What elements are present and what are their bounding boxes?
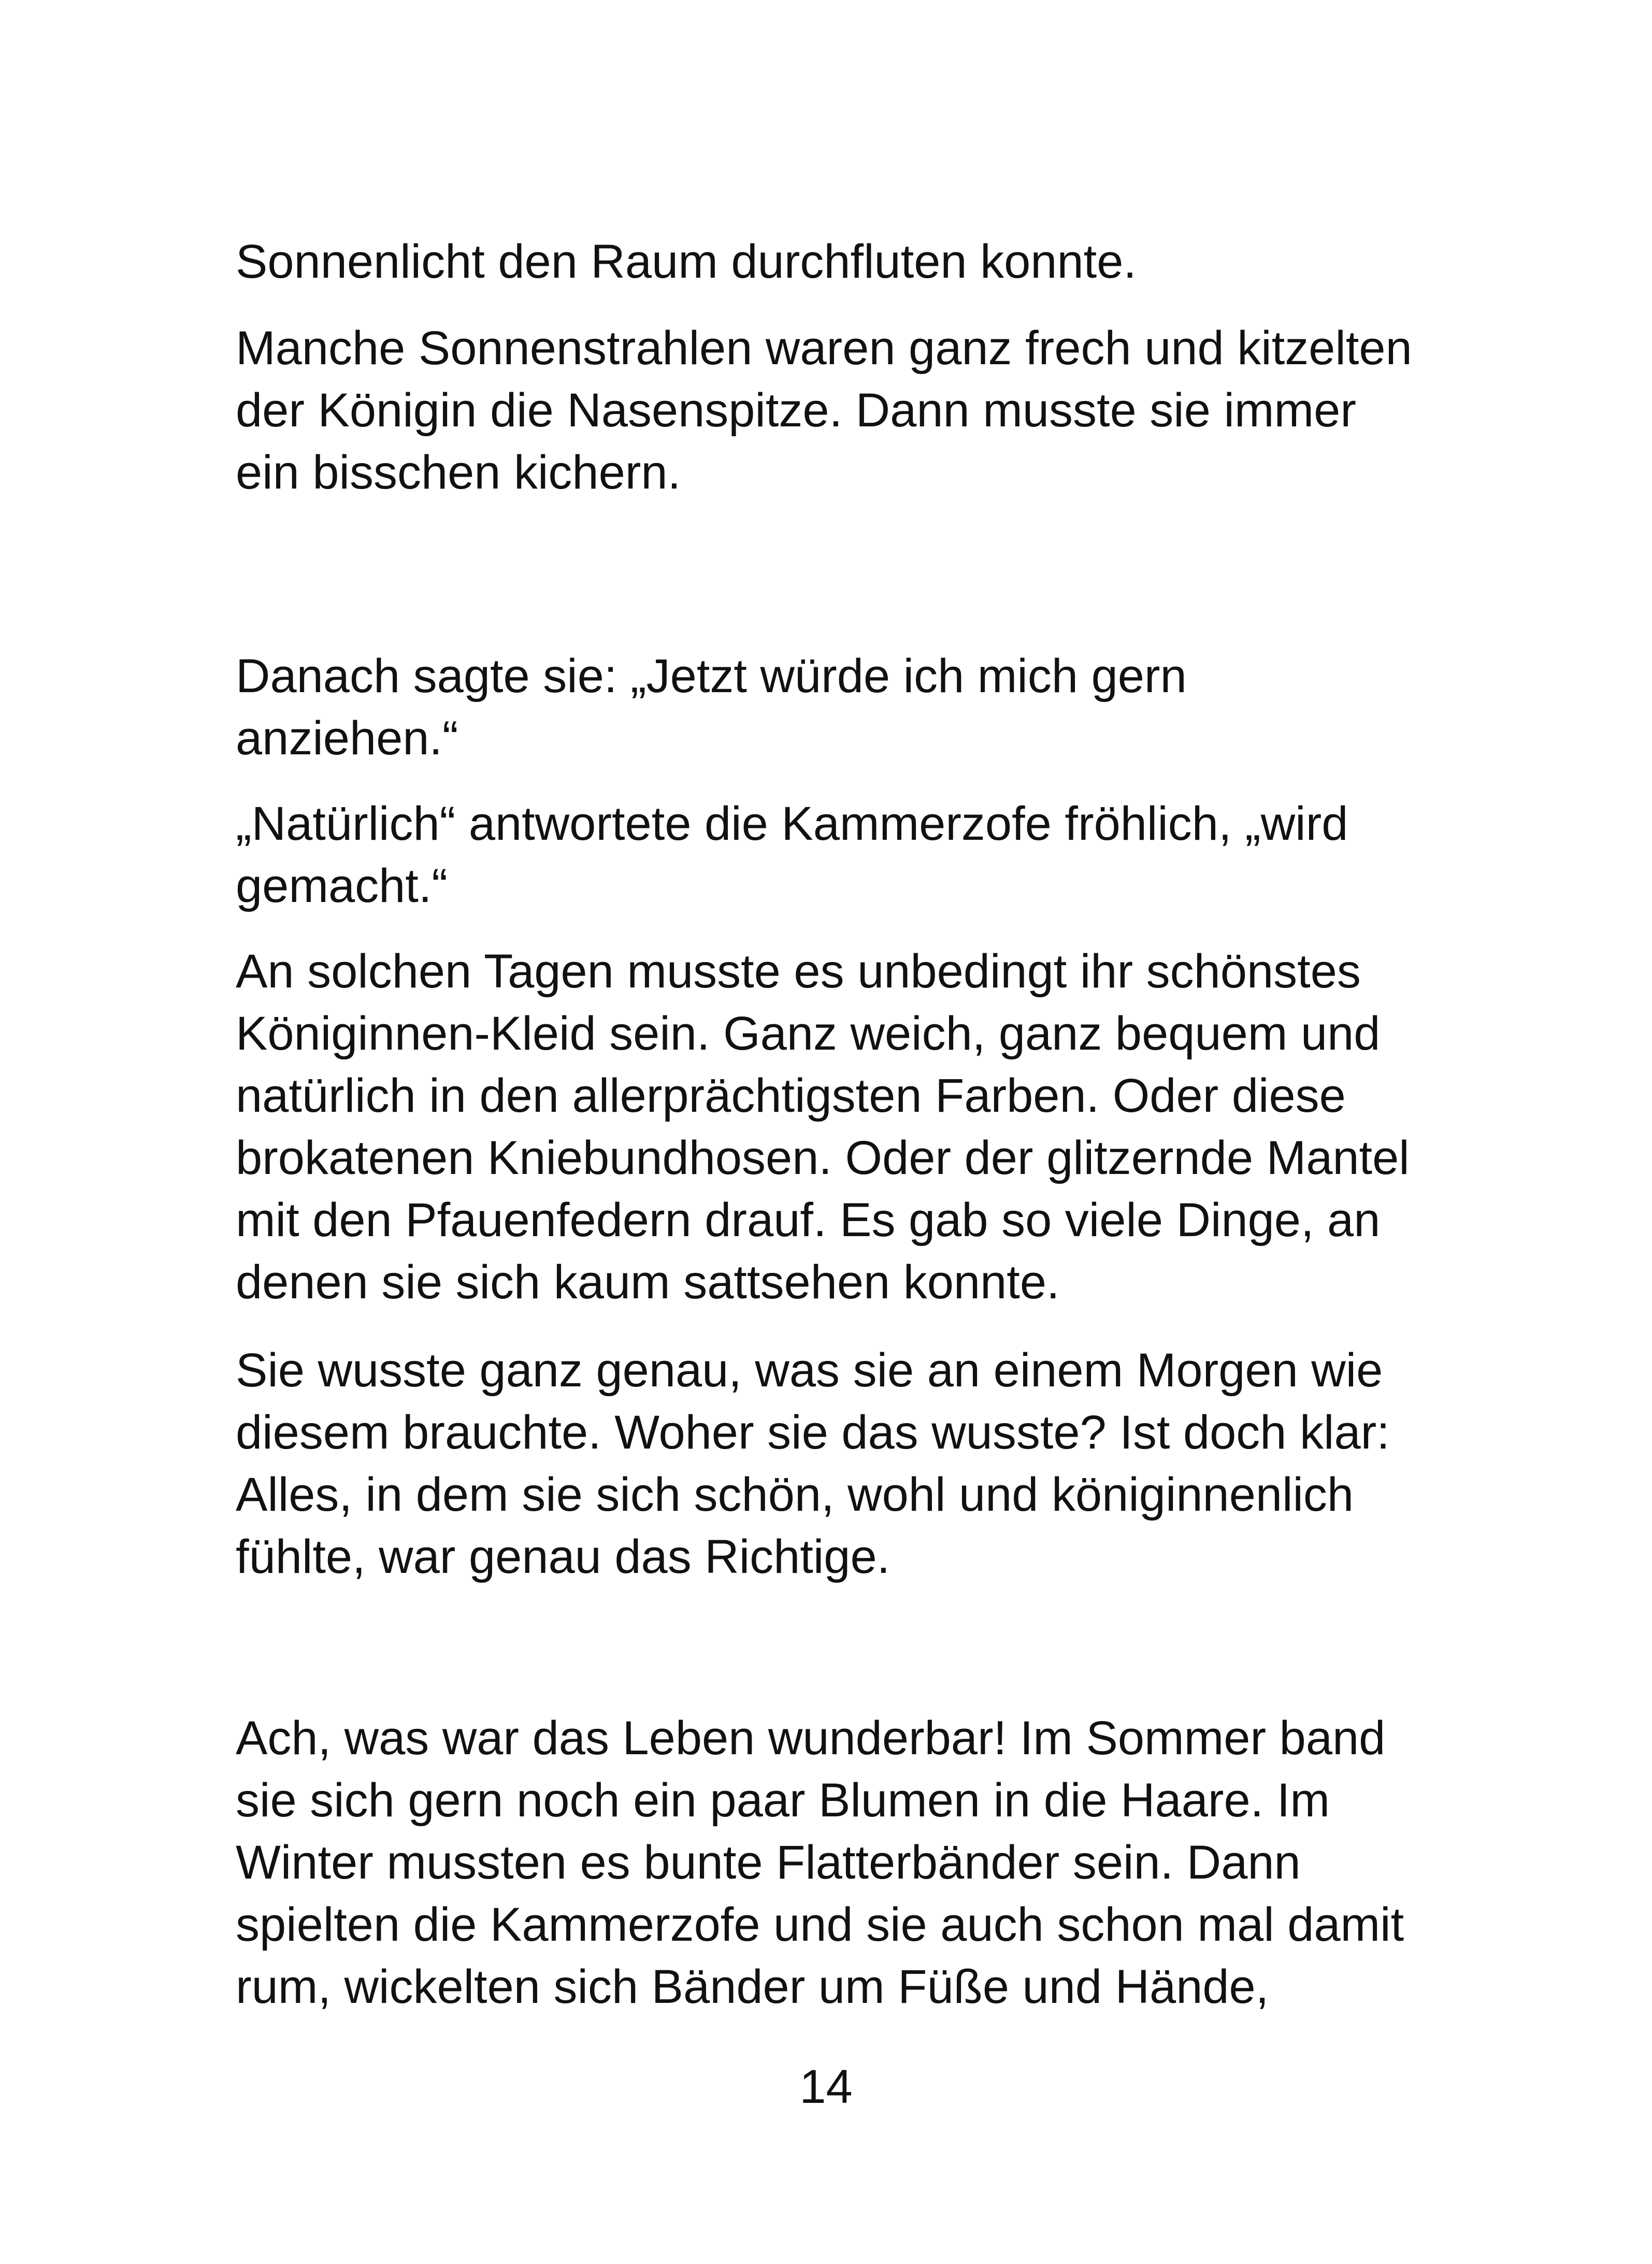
text-line: sie sich gern noch ein paar Blumen in die Haare. Im (236, 1774, 1330, 1827)
text-line: Sonnenlicht den Raum durchfluten konnte. (236, 235, 1137, 288)
text-line: fühlte, war genau das Richtige. (236, 1530, 890, 1583)
text-line: Königinnen-Kleid sein. Ganz weich, ganz bequem und (236, 1007, 1381, 1060)
text-line: spielten die Kammerzofe und sie auch schon mal damit (236, 1898, 1404, 1951)
text-line: Ach, was war das Leben wunderbar! Im Sommer band (236, 1712, 1386, 1765)
text-line: ein bisschen kichern. (236, 446, 681, 499)
paragraph-2 (236, 317, 1443, 504)
text-line: natürlich in den allerprächtigsten Farben. Oder diese (236, 1069, 1346, 1122)
paragraph-3 (236, 645, 1443, 769)
paragraph-5 (236, 940, 1443, 1313)
text-line: rum, wickelten sich Bänder um Füße und Hände, (236, 1960, 1269, 2013)
text-line: Sie wusste ganz genau, was sie an einem Morgen wie (236, 1344, 1383, 1397)
text-line: diesem brauchte. Woher sie das wusste? Ist doch klar: (236, 1406, 1390, 1459)
text-line: mit den Pfauenfedern drauf. Es gab so viele Dinge, an (236, 1194, 1381, 1246)
text-line: Danach sagte sie: „Jetzt würde ich mich gern (236, 650, 1187, 703)
text-line: „Natürlich“ antwortete die Kammerzofe fröhlich, „wird (236, 797, 1348, 850)
paragraph-7 (236, 1707, 1443, 2018)
paragraph-1 (236, 231, 1443, 293)
text-line: Winter mussten es bunte Flatterbänder sein. Dann (236, 1836, 1301, 1889)
text-line: An solchen Tagen musste es unbedingt ihr schönstes (236, 945, 1361, 998)
text-line: anziehen.“ (236, 712, 458, 765)
page-number: 14 (799, 2060, 853, 2113)
text-line: brokatenen Kniebundhosen. Oder der glitzernde Mantel (236, 1131, 1410, 1184)
text-line: denen sie sich kaum sattsehen konnte. (236, 1256, 1060, 1309)
paragraph-6 (236, 1339, 1443, 1588)
text-line: gemacht.“ (236, 859, 448, 912)
text-line: Alles, in dem sie sich schön, wohl und königinnenlich (236, 1468, 1354, 1521)
paragraph-4 (236, 793, 1443, 917)
text-line: Manche Sonnenstrahlen waren ganz frech und kitzelten (236, 322, 1412, 375)
text-line: der Königin die Nasenspitze. Dann musste sie immer (236, 384, 1356, 437)
